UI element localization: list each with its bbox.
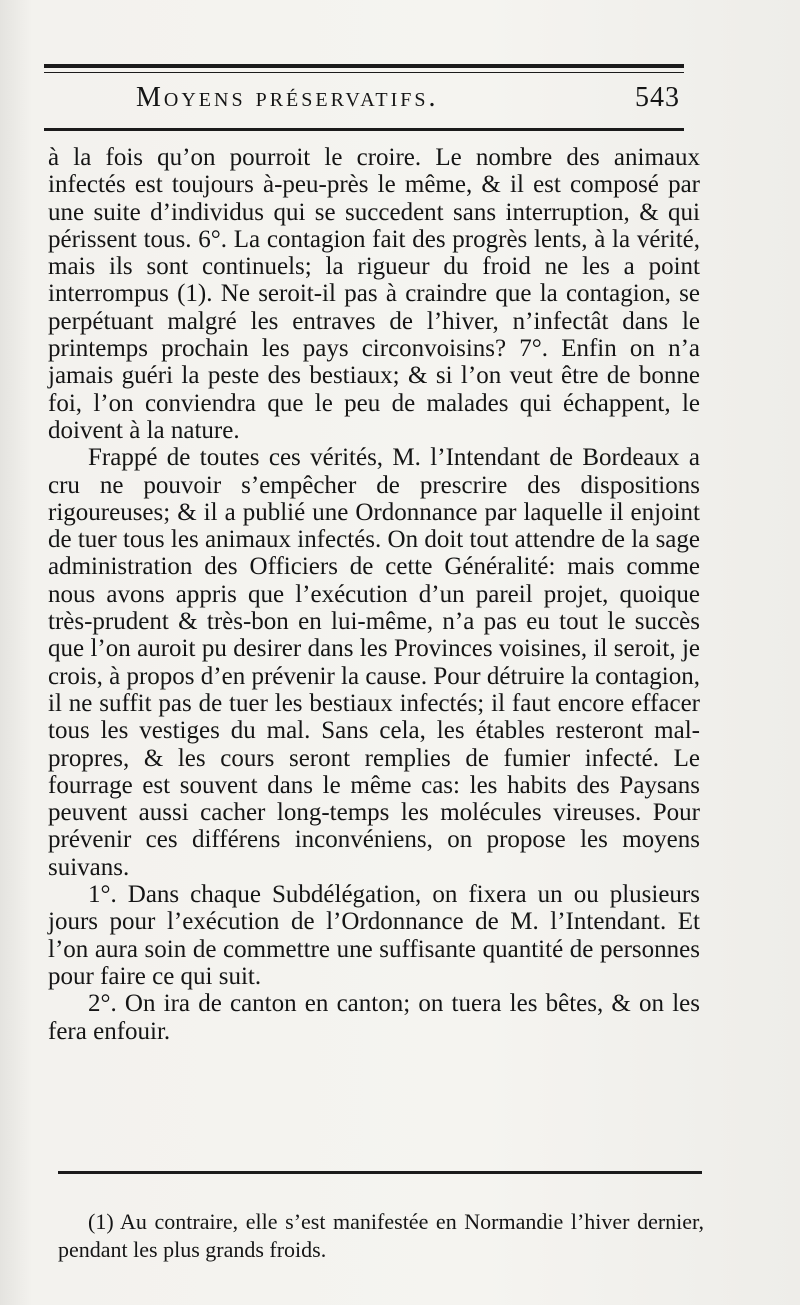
top-rule-thick xyxy=(44,64,684,68)
header-rule xyxy=(44,128,684,131)
running-title: Moyens préservatifs. xyxy=(136,82,439,113)
footnote-text: (1) Au contraire, elle s’est manifestée en Normandie l’hiver dernier, pendant les plus grands froids. xyxy=(58,1209,704,1262)
running-header xyxy=(44,80,684,120)
paragraph: Frappé de toutes ces vérités, M. l’Intendant de Bordeaux a cru ne pouvoir s’empêcher de prescrire des dispositions rigoureuses; & il a publié une Ordonnance par laquelle il enjoint de tuer tous les animaux infectés. On doit tout attendre de la sage administration des Officiers de cette Généralité: mais comme nous avons appris que l’exécution d’un pareil projet, quoique très-prudent & très-bon en lui-même, n’a pas eu tout le succès que l’on auroit pu desirer dans les Provinces voisines, il seroit, je crois, à propos d’en prévenir la cause. Pour détruire la contagion, il ne suffit pas de tuer les bestiaux infectés; il faut encore effacer tous les vestiges du mal. Sans cela, les étables resteront mal-propres, & les cours seront remplies de fumier infecté. Le fourrage est souvent dans le même cas: les habits des Paysans peuvent aussi cacher long-temps les molécules vireuses. Pour prévenir ces différens inconvéniens, on propose les moyens suivans. xyxy=(48,444,700,881)
paragraph-continued: à la fois qu’on pourroit le croire. Le nombre des animaux infectés est toujours à-peu-près le même, & il est composé par une suite d’individus qui se succedent sans interruption, & qui périssent tous. 6°. La contagion fait des progrès lents, à la vérité, mais ils sont continuels; la rigueur du froid ne les a point interrompus (1). Ne seroit-il pas à craindre que la contagion, se perpétuant malgré les entraves de l’hiver, n’infectât dans le printemps prochain les pays circonvoisins? 7°. Enfin on n’a jamais guéri la peste des bestiaux; & si l’on veut être de bonne foi, l’on conviendra que le peu de malades qui échappent, le doivent à la nature. xyxy=(48,144,700,444)
main-text xyxy=(48,144,700,1045)
paragraph: 1°. Dans chaque Subdélégation, on fixera un ou plusieurs jours pour l’exécution de l’Ordonnance de M. l’Intendant. Et l’on aura soin de commettre une suffisante quantité de personnes pour faire ce qui suit. xyxy=(48,881,700,990)
footnote-rule xyxy=(58,1171,702,1174)
footnote xyxy=(58,1208,704,1264)
page-number: 543 xyxy=(635,82,680,113)
top-rule-thin xyxy=(44,72,684,73)
paragraph: 2°. On ira de canton en canton; on tuera les bêtes, & on les fera enfouir. xyxy=(48,990,700,1045)
